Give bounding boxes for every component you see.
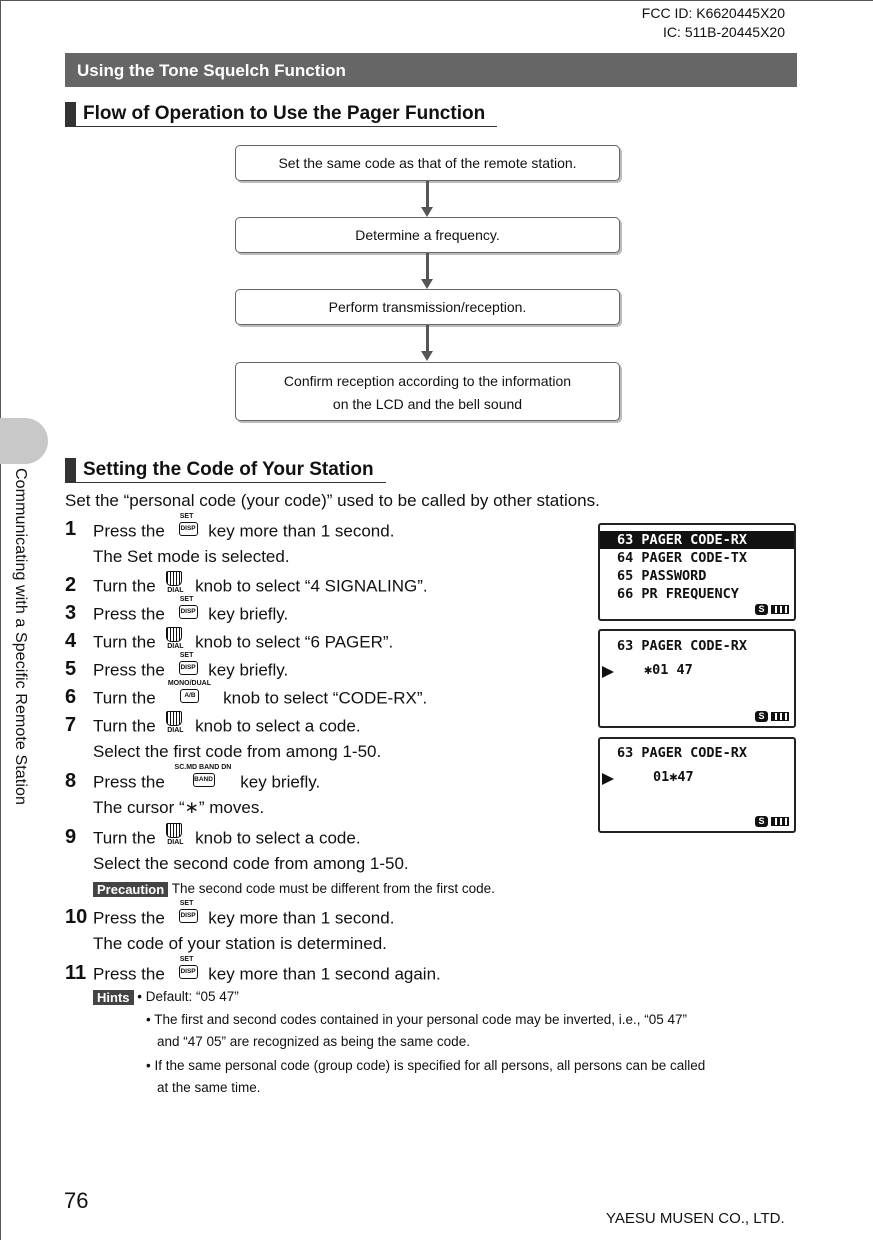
flow-arrow-2 [426,253,429,281]
step-number: 5 [65,658,77,680]
dial-knob-icon [163,827,187,851]
step-9 [93,827,361,851]
step-text: key more than 1 second again. [208,964,441,984]
lcd-menu-item-selected: 63 PAGER CODE-RX [600,531,794,549]
step-text: Press the [93,604,165,624]
key-face-label: DISP [179,605,198,619]
dial-graphic [166,571,182,586]
lcd-status-icons [755,816,789,827]
step-text: key more than 1 second. [208,908,395,928]
step-text: key briefly. [208,604,289,624]
precaution-badge: Precaution [93,882,168,897]
key-top-label: SC.MD BAND DN [174,764,232,771]
step-text: Press the [93,964,165,984]
fcc-id-block [642,4,785,42]
key-face-label: DISP [179,965,198,979]
flow-step-2-text: Determine a frequency. [355,227,500,243]
dial-graphic [166,711,182,726]
flow-step-2 [235,217,620,253]
key-face-label: DISP [179,661,198,675]
key-label: DIAL [167,839,184,846]
lcd-title: 63 PAGER CODE-RX [617,745,748,761]
step-text: Press the [93,521,165,541]
step-9-sub: Select the second code from among 1-50. [93,854,409,873]
step-3 [93,596,289,627]
set-disp-key-icon [173,900,201,931]
battery-icon [771,712,789,721]
hint-text: and “47 05” are recognized as being the same code. [157,1034,470,1049]
flow-step-4 [235,362,620,421]
band-key-icon [173,764,233,795]
step-number: 8 [65,770,77,792]
setting-heading: Setting the Code of Your Station [65,458,386,483]
key-top-label: SET [179,596,194,603]
step-number: 11 [65,962,87,984]
lcd-menu-item: 65 PASSWORD [617,568,707,584]
step-text: Turn the [93,716,156,736]
chapter-tab [0,418,48,464]
step-number: 7 [65,714,77,736]
step-text: knob to select a code. [195,828,361,848]
step-1 [93,513,395,544]
lcd-menu-item: 64 PAGER CODE-TX [617,550,748,566]
flow-arrow-1 [426,181,429,209]
step-text: key more than 1 second. [208,521,395,541]
key-top-label: SET [179,652,194,659]
step-7-sub: Select the first code from among 1-50. [93,742,382,761]
step-text: Press the [93,660,165,680]
key-label: DIAL [167,587,184,594]
step-number: 4 [65,630,77,652]
step-text: knob to select “CODE-RX”. [223,688,428,708]
flow-step-4-line2: on the LCD and the bell sound [332,396,523,412]
step-7 [93,715,361,739]
step-number: 10 [65,906,88,928]
key-top-label: SET [179,513,194,520]
ic-id: IC: 511B-20445X20 [663,24,785,40]
flow-step-1 [235,145,620,181]
step-text: Press the [93,908,165,928]
step-10 [93,900,395,931]
flow-arrow-3-head [421,351,433,361]
step-text: Turn the [93,828,156,848]
page-number: 76 [64,1188,89,1213]
flow-step-3 [235,289,620,325]
step-text: Turn the [93,632,156,652]
hint-text: • Default: “05 47” [137,989,239,1004]
s-meter-icon: S [755,711,768,722]
dial-knob-icon [163,715,187,739]
mono-dual-ab-key-icon [163,680,215,711]
step-8-sub: The cursor “∗” moves. [93,798,265,817]
precaution-text: The second code must be different from the first code. [171,881,495,896]
battery-icon [771,817,789,826]
key-top-label: SET [179,956,194,963]
step-number: 3 [65,602,77,624]
step-text: key briefly. [240,772,321,792]
page-border-left [0,0,1,1240]
key-face-label: BAND [193,773,215,787]
lcd-title: 63 PAGER CODE-RX [617,638,748,654]
lcd-code-value: 01✱47 [653,769,694,785]
step-number: 2 [65,574,77,596]
key-label: DIAL [167,727,184,734]
hint-text: • The first and second codes contained in your personal code may be inverted, i.e., “05 47” [146,1012,688,1027]
step-text: Turn the [93,576,156,596]
key-face-label: DISP [179,909,198,923]
battery-icon [771,605,789,614]
flow-step-1-text: Set the same code as that of the remote station. [278,155,577,171]
set-disp-key-icon [173,956,201,987]
flow-arrow-1-head [421,207,433,217]
step-text: Press the [93,772,165,792]
step-text: knob to select “4 SIGNALING”. [195,576,428,596]
flow-heading: Flow of Operation to Use the Pager Function [65,102,497,127]
step-10-sub: The code of your station is determined. [93,934,387,953]
pointer-arrow-icon [602,773,614,785]
step-number: 6 [65,686,77,708]
key-face-label: A/B [180,689,199,703]
key-label: DIAL [167,643,184,650]
flow-arrow-3 [426,325,429,353]
step-text: Turn the [93,688,156,708]
hints-line-1 [93,988,239,1006]
step-6 [93,680,428,711]
chapter-label: Communicating with a Specific Remote Station [12,468,29,805]
set-disp-key-icon [173,513,201,544]
flow-arrow-2-head [421,279,433,289]
lcd-value-row [600,655,794,693]
set-disp-key-icon [173,596,201,627]
step-11 [93,956,441,987]
pointer-arrow-icon [602,666,614,678]
page-border-top [0,0,873,1]
step-number: 1 [65,518,77,540]
lcd-screen-code-first [598,629,796,728]
lcd-status-icons [755,711,789,722]
step-text: key briefly. [208,660,289,680]
lcd-screen-menu [598,523,796,621]
hint-text: at the same time. [157,1080,261,1095]
hint-text: • If the same personal code (group code) is specified for all persons, all persons can be called [146,1058,706,1073]
hints-badge: Hints [93,990,134,1005]
lcd-menu-item: 66 PR FREQUENCY [617,586,739,602]
fcc-id: FCC ID: K6620445X20 [641,5,785,21]
lcd-code-value: ✱01 47 [644,662,693,678]
step-number: 9 [65,826,77,848]
s-meter-icon: S [755,604,768,615]
section-title: Using the Tone Squelch Function [65,53,797,87]
dial-graphic [166,823,182,838]
step-2 [93,575,428,599]
lcd-status-icons [755,604,789,615]
s-meter-icon: S [755,816,768,827]
company-name: YAESU MUSEN CO., LTD. [606,1210,785,1227]
key-top-label: MONO/DUAL [167,680,211,687]
precaution-note [93,880,495,898]
setting-intro: Set the “personal code (your code)” used to be called by other stations. [65,491,600,510]
step-4 [93,631,393,655]
key-face-label: DISP [179,522,198,536]
lcd-screen-code-second [598,737,796,833]
dial-graphic [166,627,182,642]
step-8 [93,764,321,795]
key-top-label: SET [179,900,194,907]
flow-step-3-text: Perform transmission/reception. [328,299,527,315]
step-text: knob to select “6 PAGER”. [195,632,394,652]
step-1-sub: The Set mode is selected. [93,547,290,566]
step-text: knob to select a code. [195,716,361,736]
flow-step-4-line1: Confirm reception according to the information [283,373,572,389]
lcd-value-row [600,762,794,800]
